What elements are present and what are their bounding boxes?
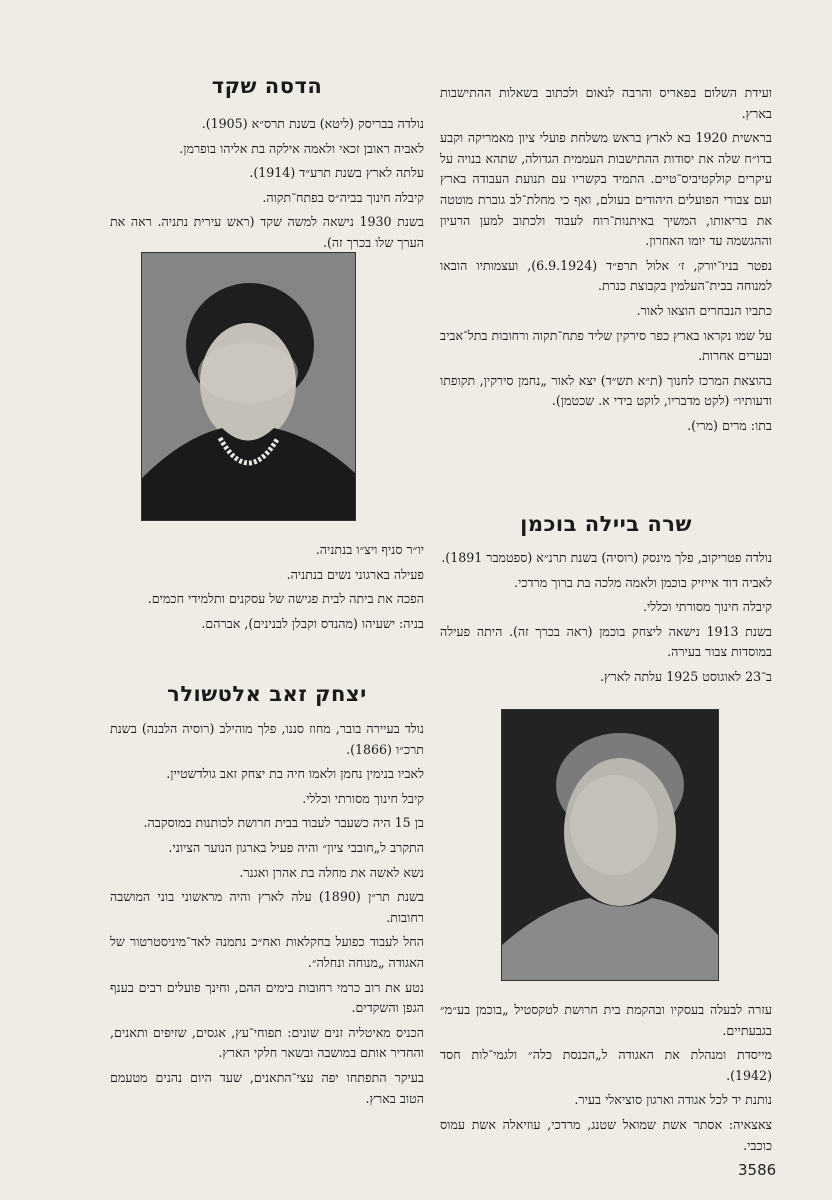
paragraph: בתו: מרים (מרי). xyxy=(687,417,772,433)
paragraph: פעילה בארגוני נשים בנתניה. xyxy=(286,566,424,582)
paragraph: נולד בעיירה בובר, מחוז סננו, פלך מוהילב (רוסיה הלבנה) בשנת תרכ״ו (1866). xyxy=(110,721,424,757)
paragraph: הפכה את ביתה לבית פגישה של עסקנים ותלמידי חכמים. xyxy=(147,591,424,607)
paragraph: החל לעבוד כפועל בחקלאות ואח״כ נתמנה לאד־מיניסטרטור של האגודה „מנוחה ונחלה״. xyxy=(110,934,424,970)
paragraph: עזרה לבעלה בעסקיו ובהקמת בית חרושת לטקסטיל „בוכמן בע״מ״ בגבעתיים. xyxy=(440,1002,772,1038)
paragraph: יו״ר סניף ויצ״ו בנתניה. xyxy=(315,542,424,557)
entry-title-hadassa: הדסה שקד xyxy=(211,74,323,98)
paragraph: נפטר בניו־יורק, ז׳ אלול תרפ״ד (6.9.1924), ועצמותיו הובאו למנוחה בבית־העלמין בקבוצת כנרת. xyxy=(440,257,772,294)
paragraph: נולדה פטריקוב, פלך מינסק (רוסיה) בשנת תרנ״א (ספטמבר 1891). xyxy=(441,550,772,565)
entry-title-yitzhak: יצחק זאב אלטשולר xyxy=(167,682,367,706)
paragraph: על שמו נקראו בארץ כפר סירקין שליד פתח־תקוה ורחובות בתל־אביב ובערים אחרות. xyxy=(440,327,772,364)
paragraph: בהוצאת המרכז לחנוך (ת״א תש״ד) יצא לאור „נחמן סירקין, תקופתו ודעותיו״ (לקט מדבריו, לוקט בידי א. שכטמן). xyxy=(440,372,772,409)
entry-body-hadassa-top xyxy=(110,114,424,258)
portrait-photo-sara xyxy=(501,709,719,981)
entry-body-hadassa-bottom xyxy=(110,540,424,638)
paragraph: נותנת יד לכל אגודה וארגון סוציאלי בעיר. xyxy=(574,1092,772,1108)
paragraph: קיבל חינוך מסורתי וכללי. xyxy=(302,790,424,806)
paragraph: בניה: ישעיהו (מהנדס וקבלן לבנינים), אברהם. xyxy=(201,615,424,631)
previous-entry-continuation xyxy=(440,83,772,441)
entry-title-sara: שרה ביילה בוכמן xyxy=(520,512,692,536)
paragraph: הכניס מאיטליה זנים שונים: תפוחי־עץ, אגסים, שזיפים ותאנים, והחדיר אותם במושבה ובשאר חלקי הארץ. xyxy=(110,1024,424,1061)
paragraph: בשנת 1913 נישאה ליצחק בוכמן (ראה בכרך זה). היתה פעילה במוסדות צבור בעירה. xyxy=(440,623,772,660)
paragraph: בן 15 היה כשעבר לעבוד בבית חרושת לכותנות במוסקבה. xyxy=(143,815,424,831)
paragraph: קיבלה חינוך מסורתי וכללי. xyxy=(643,599,772,615)
paragraph: נשא לאשה את מחלה בת אהרן ואגנר. xyxy=(239,864,424,880)
paragraph: קיבלה חינוך בביה״ס בפתח־תקוה. xyxy=(262,189,424,205)
paragraph: בעיקר התפתחו יפה עצי־התאנים, שעד היום נהנים מטעמם הטוב בארץ. xyxy=(110,1069,424,1106)
entry-body-yitzhak xyxy=(110,719,424,1113)
paragraph: ועידת השלום בפאריס והרבה לנאום ולכתוב בשאלות ההתישבות בארץ. xyxy=(440,85,772,121)
paragraph: עלתה לארץ בשנת תרע״ד (1914). xyxy=(249,165,424,181)
paragraph: כתביו הנבחרים הוצאו לאור. xyxy=(636,302,772,318)
paragraph: צאצאיה: אסתר אשת שמואל שטנג, מרדכי, עוזיאלה אשת עמוס כוכבי. xyxy=(440,1116,772,1153)
paragraph: בשנת תר״ן (1890) עלה לארץ והיה מראשוני בוני המושבה רחובות. xyxy=(110,889,424,925)
paragraph: נולדה בבריסק (ליטא) בשנת תרס״א (1905). xyxy=(201,116,424,131)
paragraph: ב־23 לאוגוסט 1925 עלתה לארץ. xyxy=(600,668,772,684)
portrait-photo-hadassa xyxy=(141,252,356,521)
entry-body-sara-bottom xyxy=(440,1000,772,1160)
paragraph: לאביו בנימין נחמן ולאמו חיה בת יצחק זאב גולדשטיין. xyxy=(166,766,424,782)
paragraph: נטע את רוב כרמי רחובות בימים ההם, וחינך פועלים רבים בענף הגפן והשקדים. xyxy=(110,979,424,1016)
paragraph: לאביה ראובן זכאי ולאמה אילקה בת אליהו בופרמן. xyxy=(179,140,424,156)
paragraph: בשנת 1930 נישאה למשה שקד (ראש עירית נתניה. ראה את הערך שלו בכרך זה). xyxy=(110,214,424,250)
page-number: 3586 xyxy=(738,1161,777,1179)
paragraph: מייסדת ומנהלת את האגודה ל„הכנסת כלה״ ולגמי־לות חסד (1942). xyxy=(440,1047,772,1083)
entry-body-sara-top xyxy=(440,548,772,692)
paragraph: לאביה דוד אייזיק בוכמן ולאמה מלכה בת ברוך מרדכי. xyxy=(514,574,772,590)
paragraph: בראשית 1920 בא לארץ בראש משלחת פועלי ציון מאמריקה וקבע בדו״ח שלה את יסודות ההתישבות העממית הגדולה, שתהא בנויה על עיקרים קולקטיביס־טיים. התמיד בקשריו עם תנועת העבודה בארץ ועם צבורי הפועלים היהודים בעולם, ואף כי מחלת־לב גוברת מוטטה את בריאותו, המשיך באיתנות־רוח לעבוד ולכתוב למען הרעיון וההגשמה עד יומו האחרון. xyxy=(440,130,773,249)
paragraph: התקרב ל„חובבי ציון״ והיה פעיל בארגון הנוער הציוני. xyxy=(168,839,424,855)
